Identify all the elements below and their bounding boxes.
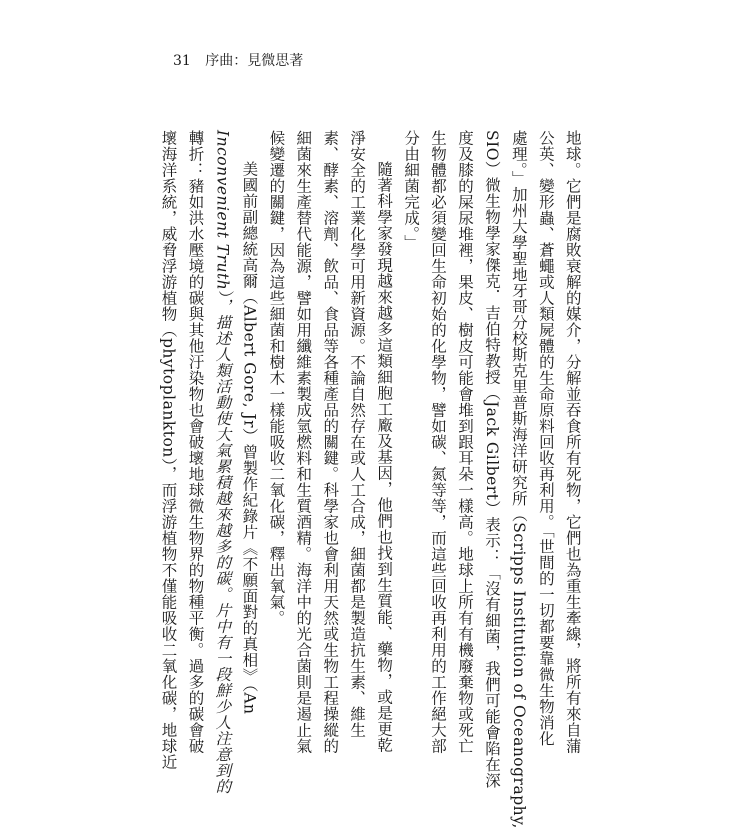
text-column: 細菌來生產替代能源，譬如用纖維素製成氫燃料和生質酒精。海洋中的光合菌則是遏止氣 — [294, 130, 313, 754]
text-column: Inconvenient Truth），描述人類活動使大氣累積越來越多的碳。片中有一段鮮少人注意到的 — [213, 130, 232, 795]
text-column: 分由細菌完成。」 — [402, 130, 421, 251]
text-column: 候變遷的關鍵，因為這些細菌和樹木一樣能吸收二氧化碳，釋出氧氣。 — [267, 130, 286, 626]
text-column: 美國前副總統高爾（Albert Gore, Jr）曾製作紀錄片《不願面對的真相》（An — [240, 161, 259, 715]
page-number: 31 — [173, 53, 191, 69]
text-column: 轉折：豬如洪水壓境的碳與其他汙染物也會破壞地球微生物界的物種平衡。過多的碳會破 — [186, 130, 205, 754]
text-column: SIO）微生物學家傑克．吉伯特教授（Jack Gilbert）表示：「沒有細菌，我們可能會陷在深 — [482, 130, 501, 789]
text-column: 生物體都必須變回生命初始的化學物，譬如碳、氮等等，而這些回收再利用的工作絕大部 — [429, 130, 448, 754]
chapter-title: 序曲：見微思著 — [205, 53, 304, 69]
text-column: 處理。」加州大學聖地牙哥分校斯克里普斯海洋研究所（Scripps Institution of Oceanography, — [509, 130, 528, 829]
text-column: 隨著科學家發現越來越多這類細胞工廠及基因，他們也找到生質能、藥物，或是更乾 — [375, 161, 394, 753]
text-column: 度及膝的屎尿堆裡，果皮、樹皮可能會堆到跟耳朵一樣高。地球上所有有機廢棄物或死亡 — [455, 130, 474, 754]
body-text — [159, 130, 582, 829]
text-column: 淨安全的工業化學可用新資源。不論自然存在或人工合成，細菌都是製造抗生素、維生 — [348, 130, 367, 738]
running-header — [173, 50, 303, 70]
text-column: 公英、變形蟲、蒼蠅或人類屍體的生命原料回收再利用。「世間的一切都要靠微生物消化 — [536, 130, 555, 747]
text-column: 壞海洋系統，威脅浮游植物（phytoplankton），而浮游植物不僅能吸收二氧化碳，地球近 — [159, 130, 178, 771]
text-column: 地球。它們是腐敗衰解的媒介，分解並吞食所有死物，它們也為重生牽線，將所有來自蒲 — [563, 130, 582, 754]
text-column: 素、酵素、溶劑、飲品、食品等各種產品的關鍵。科學家也會利用天然或生物工程操縱的 — [321, 130, 340, 754]
